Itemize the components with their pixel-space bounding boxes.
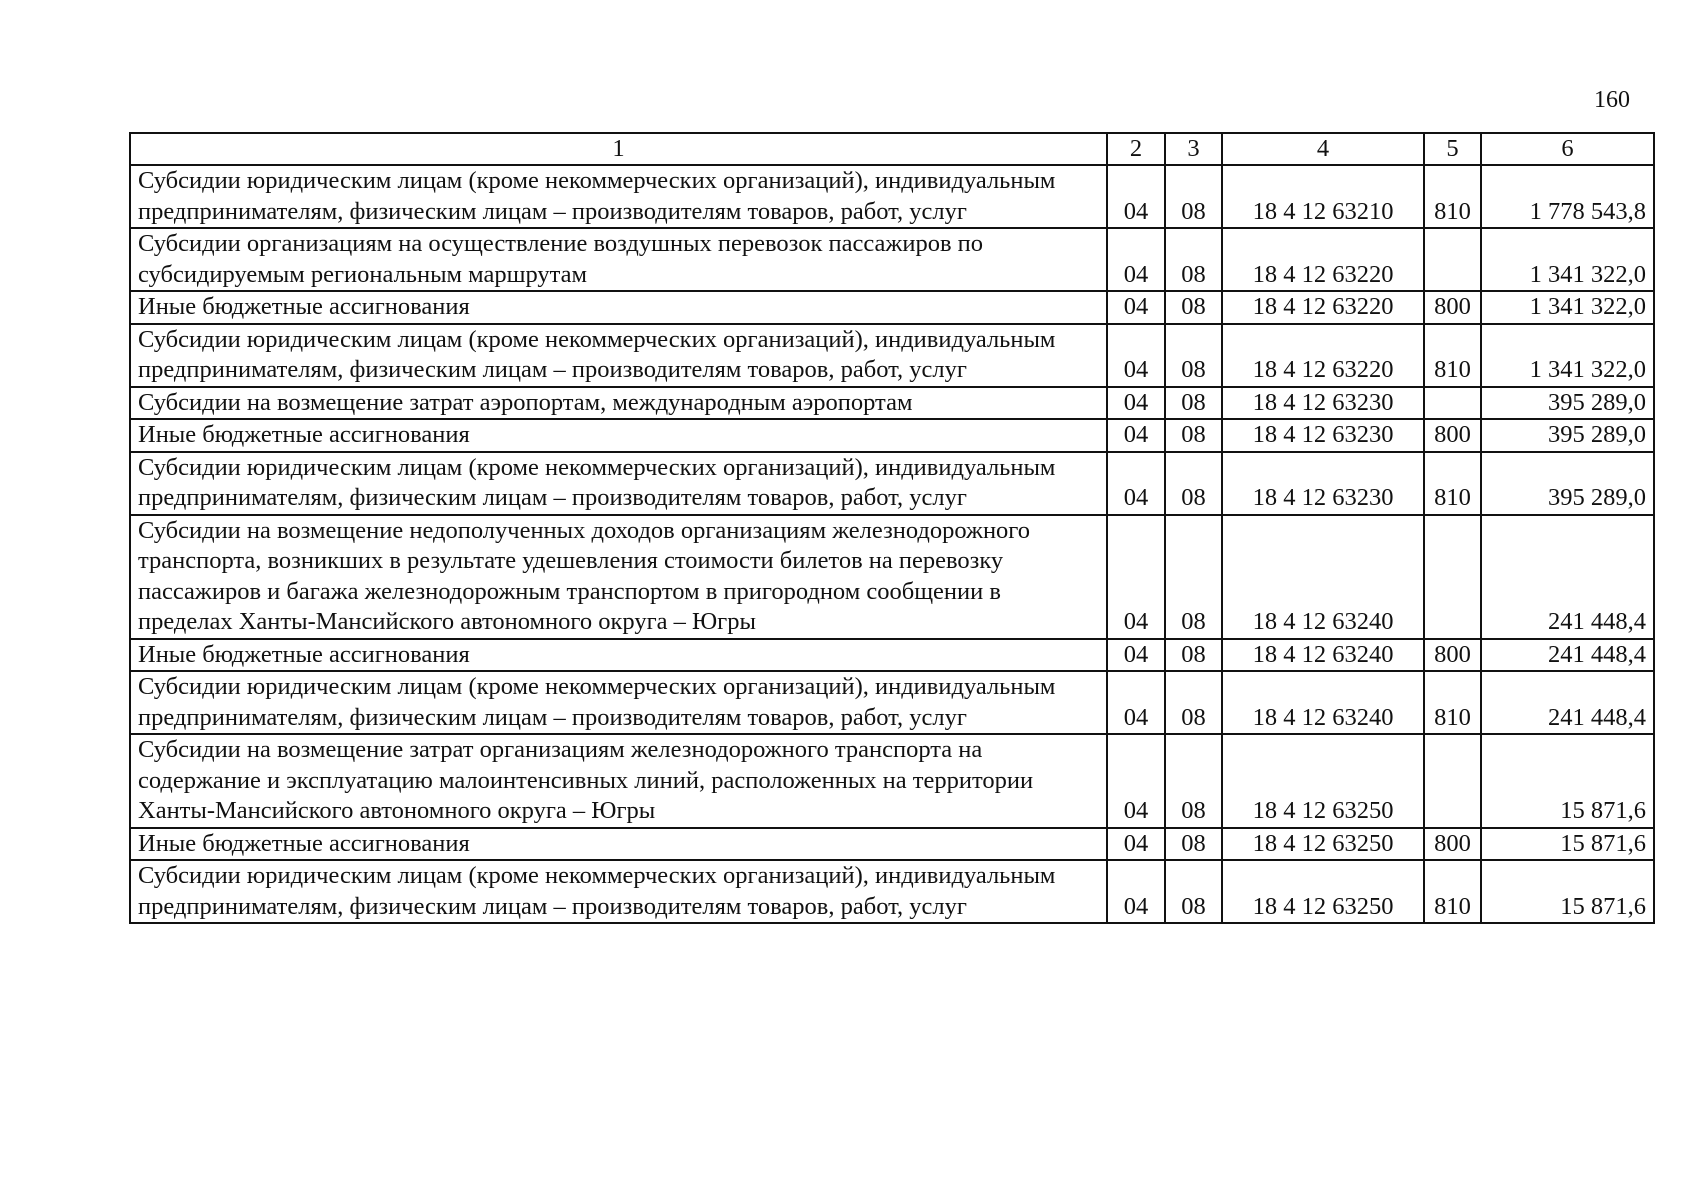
section-code-cell: 04 — [1107, 165, 1165, 228]
subsection-code-cell: 08 — [1165, 387, 1222, 420]
item-name-cell: Субсидии на возмещение недополученных доходов организациям железнодорожного транспорта, возникших в результате удешевления стоимости билетов на перевозку пассажиров и багажа железнодорожным транспортом в пригородном сообщении в пределах Ханты-Мансийского автономного округа – Югры — [130, 515, 1107, 639]
expense-type-cell: 810 — [1424, 324, 1481, 387]
page-number: 160 — [1594, 87, 1630, 113]
column-header: 4 — [1222, 133, 1424, 165]
target-article-cell: 18 4 12 63240 — [1222, 639, 1424, 672]
table-row — [130, 828, 1654, 861]
target-article-cell: 18 4 12 63230 — [1222, 387, 1424, 420]
section-code-cell: 04 — [1107, 515, 1165, 639]
amount-cell: 395 289,0 — [1481, 387, 1654, 420]
table-row — [130, 387, 1654, 420]
expense-type-cell: 800 — [1424, 291, 1481, 324]
item-name-cell: Субсидии юридическим лицам (кроме некоммерческих организаций), индивидуальным предпринимателям, физическим лицам – производителям товаров, работ, услуг — [130, 860, 1107, 923]
amount-cell: 15 871,6 — [1481, 828, 1654, 861]
section-code-cell: 04 — [1107, 228, 1165, 291]
table-header-row — [130, 133, 1654, 165]
table-row — [130, 452, 1654, 515]
subsection-code-cell: 08 — [1165, 419, 1222, 452]
subsection-code-cell: 08 — [1165, 452, 1222, 515]
expense-type-cell: 800 — [1424, 639, 1481, 672]
target-article-cell: 18 4 12 63230 — [1222, 452, 1424, 515]
amount-cell: 1 778 543,8 — [1481, 165, 1654, 228]
item-name-cell: Субсидии на возмещение затрат организациям железнодорожного транспорта на содержание и эксплуатацию малоинтенсивных линий, расположенных на территории Ханты-Мансийского автономного округа – Югры — [130, 734, 1107, 828]
subsection-code-cell: 08 — [1165, 734, 1222, 828]
section-code-cell: 04 — [1107, 419, 1165, 452]
expense-type-cell: 810 — [1424, 452, 1481, 515]
target-article-cell: 18 4 12 63220 — [1222, 324, 1424, 387]
column-header: 1 — [130, 133, 1107, 165]
table-row — [130, 324, 1654, 387]
item-name-cell: Субсидии юридическим лицам (кроме некоммерческих организаций), индивидуальным предпринимателям, физическим лицам – производителям товаров, работ, услуг — [130, 452, 1107, 515]
item-name-cell: Субсидии юридическим лицам (кроме некоммерческих организаций), индивидуальным предпринимателям, физическим лицам – производителям товаров, работ, услуг — [130, 165, 1107, 228]
column-header: 2 — [1107, 133, 1165, 165]
item-name-cell: Субсидии юридическим лицам (кроме некоммерческих организаций), индивидуальным предпринимателям, физическим лицам – производителям товаров, работ, услуг — [130, 671, 1107, 734]
amount-cell: 1 341 322,0 — [1481, 228, 1654, 291]
table-row — [130, 671, 1654, 734]
target-article-cell: 18 4 12 63210 — [1222, 165, 1424, 228]
amount-cell: 15 871,6 — [1481, 734, 1654, 828]
expense-type-cell — [1424, 387, 1481, 420]
section-code-cell: 04 — [1107, 828, 1165, 861]
expense-type-cell: 800 — [1424, 828, 1481, 861]
table-row — [130, 734, 1654, 828]
subsection-code-cell: 08 — [1165, 639, 1222, 672]
expense-type-cell — [1424, 734, 1481, 828]
table-row — [130, 515, 1654, 639]
expense-type-cell: 810 — [1424, 860, 1481, 923]
section-code-cell: 04 — [1107, 291, 1165, 324]
item-name-cell: Иные бюджетные ассигнования — [130, 828, 1107, 861]
section-code-cell: 04 — [1107, 860, 1165, 923]
subsection-code-cell: 08 — [1165, 291, 1222, 324]
table-row — [130, 639, 1654, 672]
item-name-cell: Иные бюджетные ассигнования — [130, 419, 1107, 452]
item-name-cell: Субсидии организациям на осуществление воздушных перевозок пассажиров по субсидируемым региональным маршрутам — [130, 228, 1107, 291]
amount-cell: 241 448,4 — [1481, 639, 1654, 672]
subsection-code-cell: 08 — [1165, 228, 1222, 291]
subsection-code-cell: 08 — [1165, 860, 1222, 923]
target-article-cell: 18 4 12 63250 — [1222, 860, 1424, 923]
amount-cell: 395 289,0 — [1481, 452, 1654, 515]
expense-type-cell: 800 — [1424, 419, 1481, 452]
target-article-cell: 18 4 12 63240 — [1222, 515, 1424, 639]
table-row — [130, 228, 1654, 291]
target-article-cell: 18 4 12 63220 — [1222, 228, 1424, 291]
section-code-cell: 04 — [1107, 671, 1165, 734]
expense-type-cell — [1424, 228, 1481, 291]
section-code-cell: 04 — [1107, 452, 1165, 515]
target-article-cell: 18 4 12 63250 — [1222, 734, 1424, 828]
amount-cell: 241 448,4 — [1481, 671, 1654, 734]
subsection-code-cell: 08 — [1165, 671, 1222, 734]
section-code-cell: 04 — [1107, 639, 1165, 672]
table-row — [130, 291, 1654, 324]
amount-cell: 1 341 322,0 — [1481, 291, 1654, 324]
item-name-cell: Субсидии юридическим лицам (кроме некоммерческих организаций), индивидуальным предпринимателям, физическим лицам – производителям товаров, работ, услуг — [130, 324, 1107, 387]
item-name-cell: Иные бюджетные ассигнования — [130, 639, 1107, 672]
expense-type-cell: 810 — [1424, 671, 1481, 734]
section-code-cell: 04 — [1107, 324, 1165, 387]
subsection-code-cell: 08 — [1165, 324, 1222, 387]
table-row — [130, 165, 1654, 228]
column-header: 3 — [1165, 133, 1222, 165]
target-article-cell: 18 4 12 63220 — [1222, 291, 1424, 324]
subsection-code-cell: 08 — [1165, 515, 1222, 639]
expense-type-cell: 810 — [1424, 165, 1481, 228]
table-row — [130, 419, 1654, 452]
subsection-code-cell: 08 — [1165, 165, 1222, 228]
item-name-cell: Иные бюджетные ассигнования — [130, 291, 1107, 324]
item-name-cell: Субсидии на возмещение затрат аэропортам, международным аэропортам — [130, 387, 1107, 420]
subsection-code-cell: 08 — [1165, 828, 1222, 861]
amount-cell: 1 341 322,0 — [1481, 324, 1654, 387]
section-code-cell: 04 — [1107, 387, 1165, 420]
target-article-cell: 18 4 12 63250 — [1222, 828, 1424, 861]
target-article-cell: 18 4 12 63230 — [1222, 419, 1424, 452]
budget-table — [129, 132, 1655, 924]
section-code-cell: 04 — [1107, 734, 1165, 828]
column-header: 5 — [1424, 133, 1481, 165]
amount-cell: 241 448,4 — [1481, 515, 1654, 639]
amount-cell: 395 289,0 — [1481, 419, 1654, 452]
table-row — [130, 860, 1654, 923]
amount-cell: 15 871,6 — [1481, 860, 1654, 923]
target-article-cell: 18 4 12 63240 — [1222, 671, 1424, 734]
expense-type-cell — [1424, 515, 1481, 639]
column-header: 6 — [1481, 133, 1654, 165]
